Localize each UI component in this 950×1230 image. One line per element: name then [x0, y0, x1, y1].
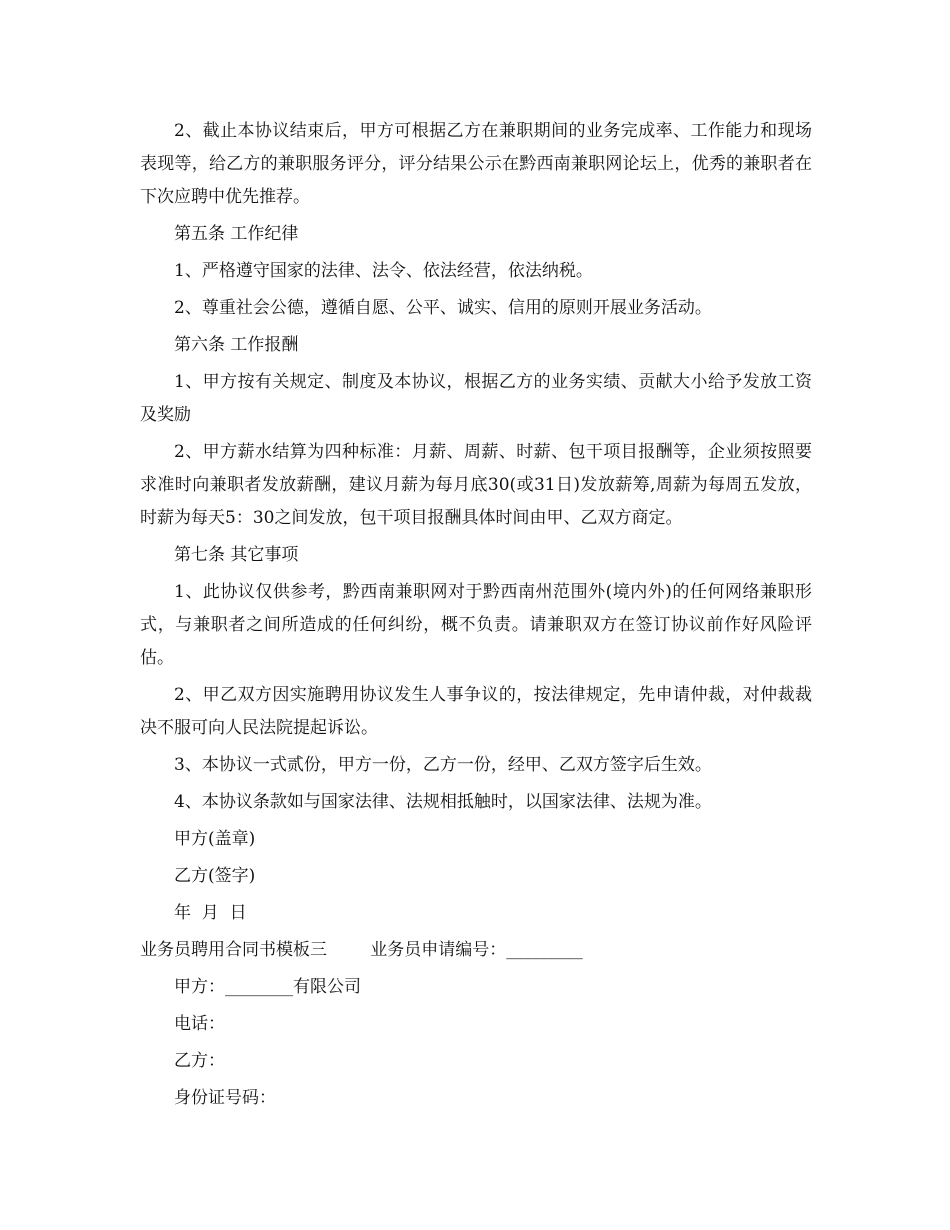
template3-party-b: 乙方： [174, 1051, 225, 1071]
article5-clause2: 2、尊重社会公德，遵循自愿、公平、诚实、信用的原则开展业务活动。 [174, 298, 712, 318]
article7-clause2: 2、甲乙双方因实施聘用协议发生人事争议的，按法律规定，先申请仲裁，对仲裁裁决不服可向人民法院提起诉讼。 [140, 685, 812, 738]
signature-date: 年 月 日 [174, 903, 247, 923]
template3-phone: 电话： [174, 1014, 225, 1034]
article7-heading: 第七条 其它事项 [174, 545, 299, 565]
article7-clause4: 4、本协议条款如与国家法律、法规相抵触时，以国家法律、法规为准。 [174, 792, 712, 812]
signature-party-a: 甲方(盖章) [174, 829, 256, 849]
template3-id-number: 身份证号码： [174, 1088, 276, 1108]
template3-party-a: 甲方：________有限公司 [174, 977, 361, 997]
article4-clause2: 2、截止本协议结束后，甲方可根据乙方在兼职期间的业务完成率、工作能力和现场表现等，给乙方的兼职服务评分，评分结果公示在黔西南兼职网论坛上，优秀的兼职者在下次应聘中优先推荐。 [140, 121, 812, 207]
template3-title: 业务员聘用合同书模板三 业务员申请编号：_________ [140, 940, 583, 960]
document-body [140, 115, 812, 1119]
signature-party-b: 乙方(签字) [174, 866, 256, 886]
article7-clause1: 1、此协议仅供参考，黔西南兼职网对于黔西南州范围外(境内外)的任何网络兼职形式，与兼职者之间所造成的任何纠纷，概不负责。请兼职双方在签订协议前作好风险评估。 [140, 582, 812, 668]
article7-clause3: 3、本协议一式贰份，甲方一份，乙方一份，经甲、乙双方签字后生效。 [174, 755, 712, 775]
article5-clause1: 1、严格遵守国家的法律、法令、依法经营，依法纳税。 [174, 261, 593, 281]
article5-heading: 第五条 工作纪律 [174, 224, 299, 244]
article6-heading: 第六条 工作报酬 [174, 335, 299, 355]
article6-clause1: 1、甲方按有关规定、制度及本协议，根据乙方的业务实绩、贡献大小给予发放工资及奖励 [140, 372, 812, 425]
article6-clause2: 2、甲方薪水结算为四种标准：月薪、周薪、时薪、包干项目报酬等，企业须按照要求准时向兼职者发放薪酬，建议月薪为每月底30(或31日)发放薪筹,周薪为每周五发放，时薪为每天5：30之间发放，包干项目报酬具体时间由甲、乙双方商定。 [140, 442, 812, 528]
